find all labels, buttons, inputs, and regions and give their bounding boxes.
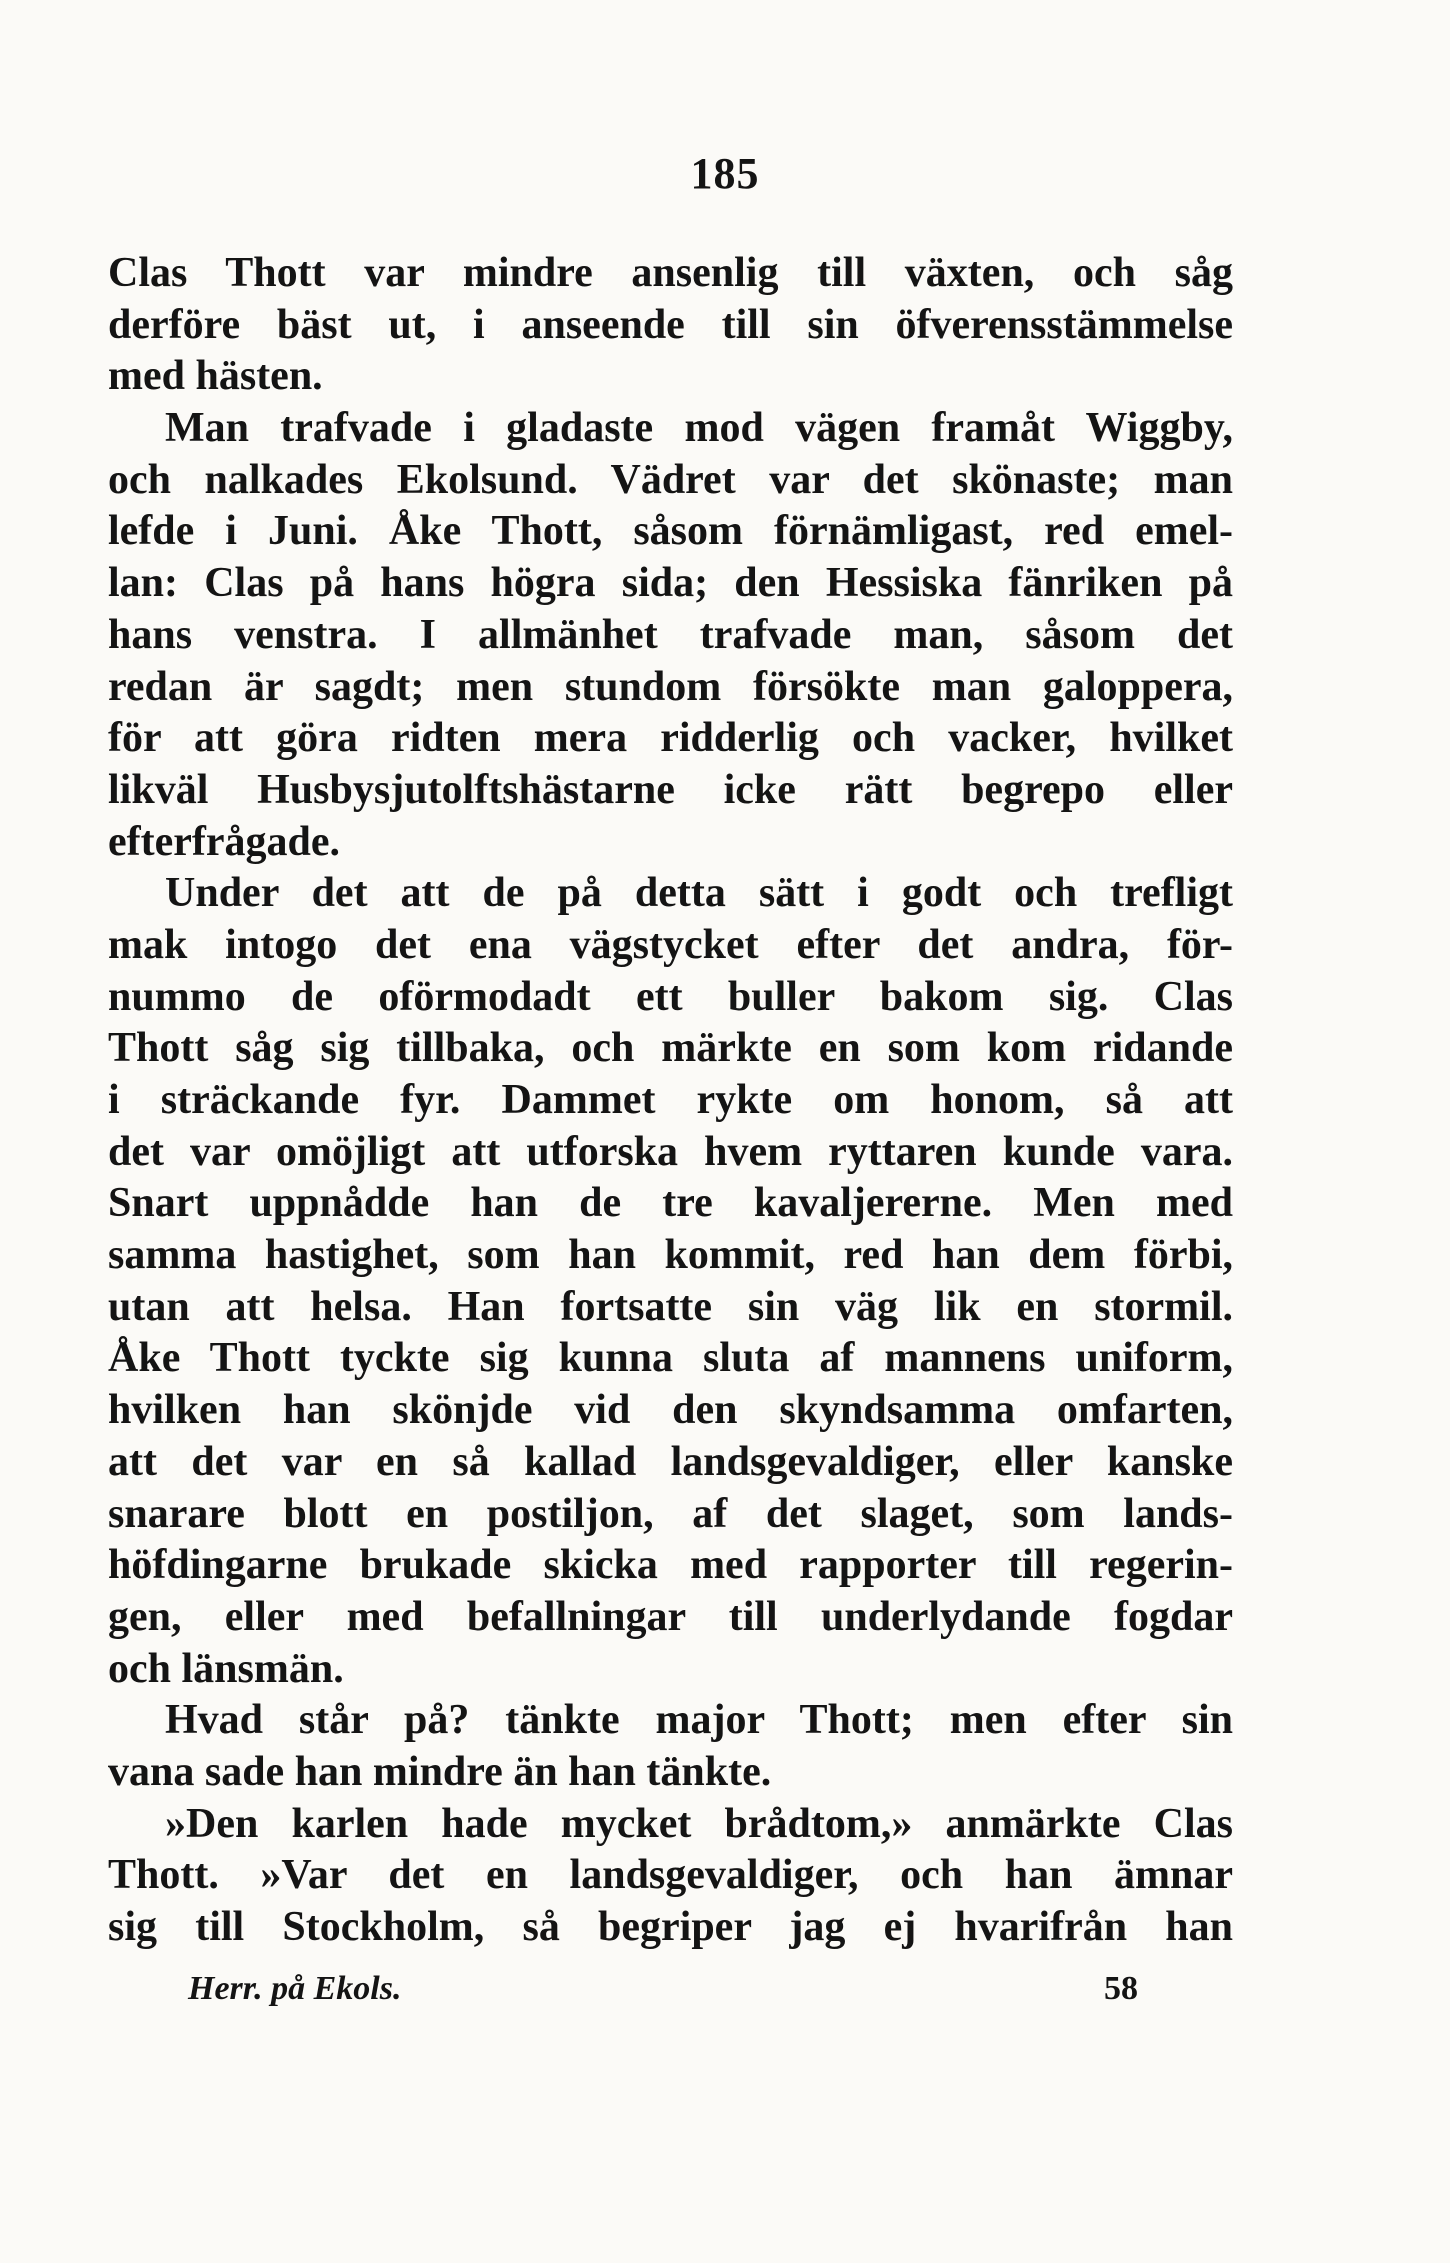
page-number: 185 <box>690 149 760 198</box>
text-line: efterfrågade. <box>108 818 341 865</box>
text-line: att det var en så kallad landsgevaldiger, eller kanske <box>108 1438 1233 1485</box>
text-line: derföre bäst ut, i anseende till sin öfverensstämmelse <box>108 301 1233 348</box>
text-line: likväl Husbysjutolftshästarne icke rätt begrepo eller <box>108 766 1233 813</box>
body-text <box>108 248 1233 1954</box>
text-line: det var omöjligt att utforska hvem ryttaren kunde vara. <box>108 1128 1233 1175</box>
text-line: snarare blott en postiljon, af det slaget, som lands- <box>108 1490 1233 1537</box>
text-line: nummo de oförmodadt ett buller bakom sig. Clas <box>108 973 1233 1020</box>
text-line: för att göra ridten mera ridderlig och vacker, hvilket <box>108 715 1233 762</box>
text-line: Thott. »Var det en landsgevaldiger, och han ämnar <box>108 1852 1233 1899</box>
text-line: sig till Stockholm, så begriper jag ej hvarifrån han <box>108 1904 1233 1950</box>
text-line: Snart uppnådde han de tre kavaljererne. Men med <box>108 1180 1233 1227</box>
footer-sheet-number: 58 <box>1104 1970 1138 2007</box>
text-line: utan att helsa. Han fortsatte sin väg lik en stormil. <box>108 1283 1233 1330</box>
footer-signature: Herr. på Ekols. <box>188 1970 402 2007</box>
text-line: och nalkades Ekolsund. Vädret var det skönaste; man <box>108 456 1233 503</box>
text-line: gen, eller med befallningar till underlydande fogdar <box>108 1593 1233 1640</box>
page-footer <box>188 1970 1138 2020</box>
text-line: Åke Thott tyckte sig kunna sluta af mannens uniform, <box>108 1335 1233 1382</box>
text-line: hans venstra. I allmänhet trafvade man, såsom det <box>108 611 1233 658</box>
text-line: Hvad står på? tänkte major Thott; men efter sin <box>165 1697 1233 1744</box>
text-line: lan: Clas på hans högra sida; den Hessiska fänriken på <box>108 560 1233 607</box>
text-line: samma hastighet, som han kommit, red han dem förbi, <box>108 1232 1233 1279</box>
text-line: höfdingarne brukade skicka med rapporter till regerin- <box>108 1542 1233 1589</box>
text-line: med hästen. <box>108 353 323 400</box>
text-line: Under det att de på detta sätt i godt och trefligt <box>165 870 1233 917</box>
text-line: Man trafvade i gladaste mod vägen framåt Wiggby, <box>165 405 1233 452</box>
text-line: i sträckande fyr. Dammet rykte om honom, så att <box>108 1077 1233 1123</box>
text-line: och länsmän. <box>108 1645 344 1692</box>
text-line: redan är sagdt; men stundom försökte man galoppera, <box>108 663 1233 710</box>
text-line: Thott såg sig tillbaka, och märkte en som kom ridande <box>108 1025 1233 1072</box>
text-line: Clas Thott var mindre ansenlig till växten, och såg <box>108 250 1233 296</box>
text-line: vana sade han mindre än han tänkte. <box>108 1748 772 1795</box>
text-line: lefde i Juni. Åke Thott, såsom förnämligast, red emel- <box>108 508 1233 555</box>
text-line: mak intogo det ena vägstycket efter det andra, för- <box>108 921 1233 968</box>
text-line: »Den karlen hade mycket brådtom,» anmärkte Clas <box>165 1800 1233 1847</box>
text-line: hvilken han skönjde vid den skyndsamma omfarten, <box>108 1387 1233 1434</box>
